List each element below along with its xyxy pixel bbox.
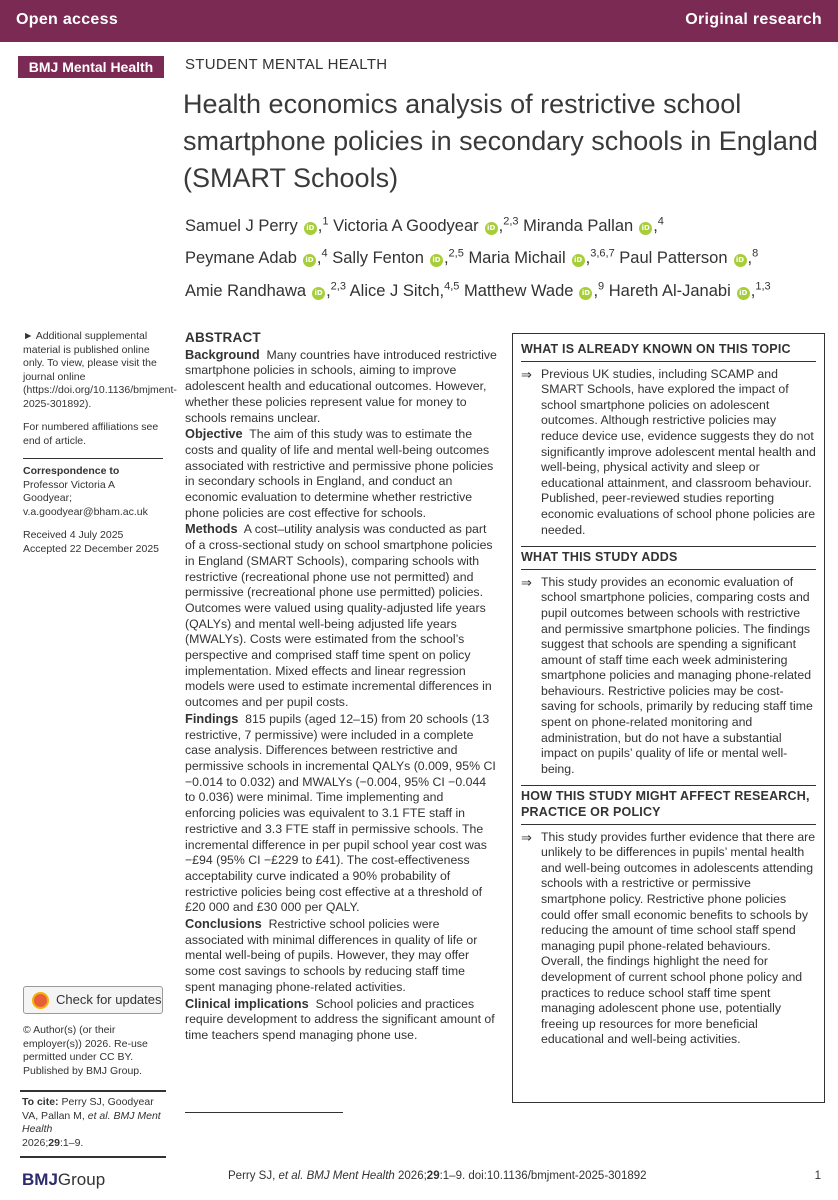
orcid-icon[interactable]: iD — [303, 254, 316, 267]
orcid-icon[interactable]: iD — [430, 254, 443, 267]
correspondence-contact[interactable]: Professor Victoria A Goodyear; v.a.goodyear@bham.ac.uk — [23, 478, 148, 518]
orcid-icon[interactable]: iD — [304, 222, 317, 235]
author[interactable]: Sally Fenton iD ,$^{2,5}$ — [332, 247, 464, 267]
open-access-label: Open access — [16, 11, 119, 28]
orcid-icon[interactable]: iD — [639, 222, 652, 235]
adds-section — [521, 546, 816, 777]
supplemental-note[interactable]: ► Additional supplemental material is published online only. To view, please visit the journal online (https://doi.org/10.1136/bmjment-2025-301892). — [23, 330, 177, 410]
author[interactable]: Hareth Al-Janabi iD ,$^{1,3}$ — [608, 280, 771, 300]
cite-pages: :1–9. — [59, 1136, 84, 1149]
known-section — [521, 342, 816, 538]
affect-heading: HOW THIS STUDY MIGHT AFFECT RESEARCH, PRACTICE OR POLICY — [521, 785, 816, 824]
known-item: ⇒ Previous UK studies, including SCAMP and SMART Schools, have explored the impact of school smartphone policies on adolescent outcomes. Although restrictive policies may reduce device use, evidence suggests they do not significantly improve adolescent mental health and well-being, physical activity and sleep or educational attainment, and classroom behaviour. Published, peer-reviewed studies reporting economic evaluations of school phone policies are needed. — [521, 366, 816, 537]
author[interactable]: Miranda Pallan iD ,$^4$ — [523, 215, 664, 235]
abstract-heading: ABSTRACT — [185, 330, 261, 345]
article-title: Health economics analysis of restrictive school smartphone policies in secondary schools in England (SMART Schools) — [183, 89, 818, 193]
adds-heading: WHAT THIS STUDY ADDS — [521, 546, 816, 570]
affect-section — [521, 785, 816, 1048]
author[interactable]: Victoria A Goodyear iD ,$^{2,3}$ — [333, 215, 519, 235]
abstract-findings: Findings 815 pupils (aged 12–15) from 20 schools (13 restrictive, 7 permissive) were included in a complete case analysis. Differences between restrictive and permissive schools in incremental QALYs (0.009, 95% CI −0.014 to 0.032) and MWALYs (−0.004, 95% CI −0.044 to 0.036) were minimal. Time implementing and enforcing policies was equivalent to 3.1 FTE staff in restrictive and 3.3 FTE staff in permissive schools. The incremental difference in per pupil school year cost was −£94 (95% CI −£229 to £41). The cost-effectiveness acceptability curve indicated a 90% probability of restrictive policies being cost effective at a threshold of £20 000 and £30 000 per QALY. — [185, 710, 496, 915]
author-list — [185, 207, 825, 305]
cite-journal: BMJ Ment Health — [22, 1109, 161, 1135]
citation-box — [20, 1090, 166, 1158]
orcid-icon[interactable]: iD — [737, 287, 750, 300]
abstract-conclusions: Conclusions Restrictive school policies were associated with minimal differences in quality of life or mental well-being of pupils. However, they may offer some cost savings to schools by reducing staff time spent managing phone-related activities. — [185, 916, 478, 994]
journal-logo: BMJ Mental Health — [18, 56, 164, 78]
received-date: Received 4 July 2025 — [23, 529, 124, 541]
copyright-notice: © Author(s) (or their employer(s)) 2026. Re-use permitted under CC BY. Published by BMJ Group. — [23, 1024, 148, 1077]
cite-etal: et al. — [87, 1109, 111, 1122]
arrow-icon: ⇒ — [521, 829, 532, 845]
page-number: 1 — [814, 1170, 821, 1182]
author[interactable]: Maria Michail iD ,$^{3,6,7}$ — [468, 247, 615, 267]
orcid-icon[interactable]: iD — [734, 254, 747, 267]
check-for-updates-button[interactable] — [23, 986, 163, 1014]
accepted-date: Accepted 22 December 2025 — [23, 542, 160, 555]
orcid-icon[interactable]: iD — [579, 287, 592, 300]
author[interactable]: Alice J Sitch,$^{4,5}$ — [349, 280, 460, 300]
author[interactable]: Samuel J Perry iD ,$^1$ — [185, 215, 329, 235]
section-label: STUDENT MENTAL HEALTH — [185, 56, 388, 73]
abstract-divider — [185, 1112, 343, 1113]
cite-heading: To cite: — [22, 1096, 59, 1108]
top-banner — [0, 0, 838, 42]
cite-volume: 29 — [48, 1136, 60, 1149]
author[interactable]: Peymane Adab iD ,$^4$ — [185, 247, 328, 267]
author[interactable]: Paul Patterson iD ,$^8$ — [619, 247, 759, 267]
abstract-clinical-implications: Clinical implications School policies and practices require development to address the significant amount of time teachers spend managing phone use. — [185, 995, 495, 1042]
correspondence-heading: Correspondence to — [23, 458, 163, 479]
check-updates-label: Check for updates — [56, 992, 162, 1007]
affiliations-note: For numbered affiliations see end of article. — [23, 421, 159, 447]
cite-authors: Perry SJ, Goodyear VA, Pallan M, — [22, 1096, 154, 1122]
abstract — [185, 330, 497, 1044]
crossmark-icon — [32, 992, 49, 1009]
orcid-icon[interactable]: iD — [485, 222, 498, 235]
arrow-icon: ⇒ — [521, 366, 532, 382]
bmj-group-logo: BMJGroup — [22, 1170, 106, 1189]
article-type-label: Original research — [685, 11, 822, 28]
footer-citation: Perry SJ, et al. BMJ Ment Health 2026;29:1–9. doi:10.1136/bmjment-2025-301892 — [228, 1170, 647, 1182]
abstract-background: Background Many countries have introduced restrictive smartphone policies in schools, aiming to improve adolescent health and educational outcomes. However, whether these policies represent value for money to schools remains unclear. — [185, 346, 497, 425]
arrow-icon: ⇒ — [521, 574, 532, 590]
affect-item: ⇒ This study provides further evidence that there are unlikely to be differences in pupils’ mental health and well-being outcomes in adolescents attending schools with a restrictive or permissive smartphone policy. Restrictive phone policies could offer small economic benefits to schools by reducing the amount of time school staff spend managing pupil phone-related behaviours. Overall, the findings highlight the need for development of current school phone policy and practices to reduce school staff time spent managing adolescent phone use, potentially freeing up resources for more beneficial educational and well-being activities. — [521, 829, 816, 1047]
known-heading: WHAT IS ALREADY KNOWN ON THIS TOPIC — [521, 342, 816, 362]
adds-item: ⇒ This study provides an economic evaluation of school smartphone policies, comparing costs and pupil outcomes between schools with restrictive and permissive smartphone policies. The findings suggest that schools are spending a significant amount of staff time each week administering smartphone policies and managing phone-related behaviours. Restrictive policies may be cost-saving for schools, primarily by reducing staff time spent on phone-related monitoring and administration, but do not have a substantial impact on pupils’ quality of life or mental well-being. — [521, 574, 813, 776]
author[interactable]: Amie Randhawa iD ,$^{2,3}$ — [185, 280, 346, 300]
article-sidebar — [23, 330, 177, 556]
orcid-icon[interactable]: iD — [572, 254, 585, 267]
abstract-objective: Objective The aim of this study was to estimate the costs and quality of life and mental well-being outcomes associated with restrictive and permissive phone policies in secondary schools in England, and conduct an economic evaluation to determine whether restrictive phone policies are cost effective for schools. — [185, 426, 494, 520]
orcid-icon[interactable]: iD — [312, 287, 325, 300]
cite-year: 2026; — [22, 1136, 49, 1149]
key-messages-box — [512, 333, 825, 1103]
abstract-methods: Methods A cost–utility analysis was conducted as part of a cross-sectional study on school smartphone policies in England (SMART Schools), comparing schools with restrictive (recreational phone use not permitted) and permissive (recreational phone use permitted) policies. Outcomes were valued using quality-adjusted life years (QALYs) and mental well-being adjusted life years (MWALYs). Costs were estimated from the school’s perspective and comprised staff time spent on policy implementation. Mixed effects and linear regression models were used to estimate incremental differences in outcomes and per pupil costs. — [185, 521, 493, 710]
author[interactable]: Matthew Wade iD ,$^9$ — [464, 280, 605, 300]
